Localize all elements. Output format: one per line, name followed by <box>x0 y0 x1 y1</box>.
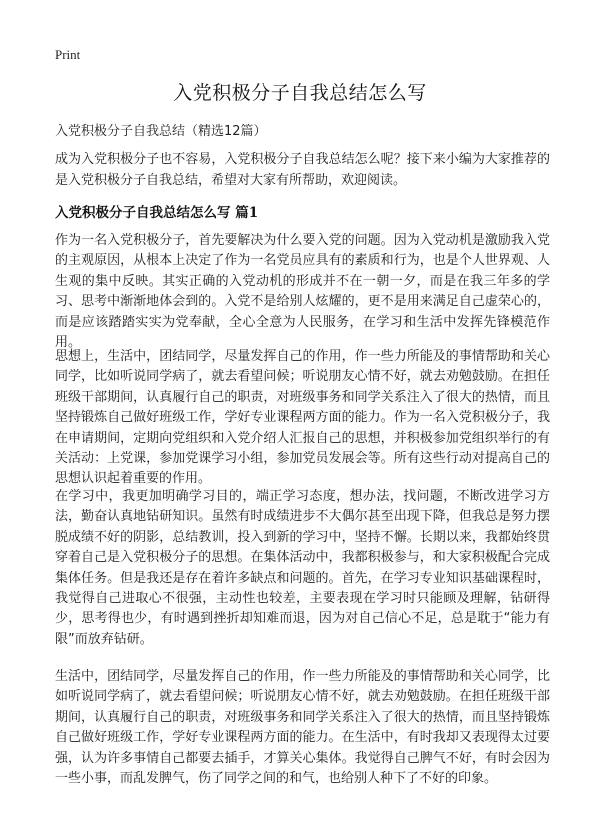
print-label[interactable]: Print <box>55 47 81 62</box>
document-title: 入党积极分子自我总结怎么写 <box>173 82 427 104</box>
body-paragraph-3: 在学习中，我更加明确学习目的，端正学习态度，想办法，找问题，不断改进学习方法，勤奋认真地钻研知识。虽然有时成绩进步不大偶尔甚至出现下降，但我总是努力摆脱成绩不好的阴影，总结教训，投入到新的学习中，坚持不懈。长期以来，我都始终贯穿着自己是入党积极分子的思想。在集体活动中，我都积极参与，和大家积极配合完成集体任务。但是我还是存在着许多缺点和问题的。首先，在学习专业知识基础课程时，我觉得自己进取心不很强，主动性也较差，主要表现在学习时只能顾及理解，钻研得少，思考得也少，有时遇到挫折却知难而退，因为对自己信心不足，总是耽于“能力有限”而放弃钻研。 <box>55 489 550 647</box>
document-subtitle: 入党积极分子自我总结（精选12篇） <box>55 124 267 139</box>
intro-paragraph: 成为入党积极分子也不容易，入党积极分子自我总结怎么呢？接下来小编为大家推荐的是入党积极分子自我总结，希望对大家有所帮助，欢迎阅读。 <box>55 152 550 188</box>
section-heading: 入党积极分子自我总结怎么写 篇1 <box>55 205 259 221</box>
body-paragraph-4: 生活中，团结同学，尽量发挥自己的作用，作一些力所能及的事情帮助和关心同学，比如听说同学病了，就去看望问候；听说朋友心情不好，就去劝勉鼓励。在担任班级干部期间，认真履行自己的职责，对班级事务和同学关系注入了很大的热情，而且坚持锻炼自己做好班级工作，学好专业课程两方面的能力。在生活中，有时我却又表现得太过要强，认为许多事情自己都要去插手，才算关心集体。我觉得自己脾气不好，有时会因为一些小事，而乱发脾气，伤了同学之间的和气，也给别人种下了不好的印象。 <box>55 669 550 787</box>
body-paragraph-1: 作为一名入党积极分子，首先要解决为什么要入党的问题。因为入党动机是激励我入党的主观原因，从根本上决定了作为一名党员应具有的素质和行为，也是个人世界观、人生观的集中反映。其实正确的入党动机的形成并不在一朝一夕，而是在我三年多的学习、思考中渐渐地体会到的。入党不是给别人炫耀的，更不是用来满足自己虚荣心的，而是应该踏踏实实为党奉献，全心全意为人民服务，在学习和生活中发挥先锋模范作用。 <box>55 233 550 351</box>
body-paragraph-2: 思想上，生活中，团结同学，尽量发挥自己的作用，作一些力所能及的事情帮助和关心同学，比如听说同学病了，就去看望问候；听说朋友心情不好，就去劝勉鼓励。在担任班级干部期间，认真履行自己的职责，对班级事务和同学关系注入了很大的热情，而且坚持锻炼自己做好班级工作，学好专业课程两方面的能力。作为一名入党积极分子，我在申请期间，定期向党组织和入党介绍人汇报自己的思想，并积极参加党组织举行的有关活动：上党课，参加党课学习小组，参加党员发展会等。所有这些行动对提高自己的思想认识起着重要的作用。 <box>55 349 550 487</box>
